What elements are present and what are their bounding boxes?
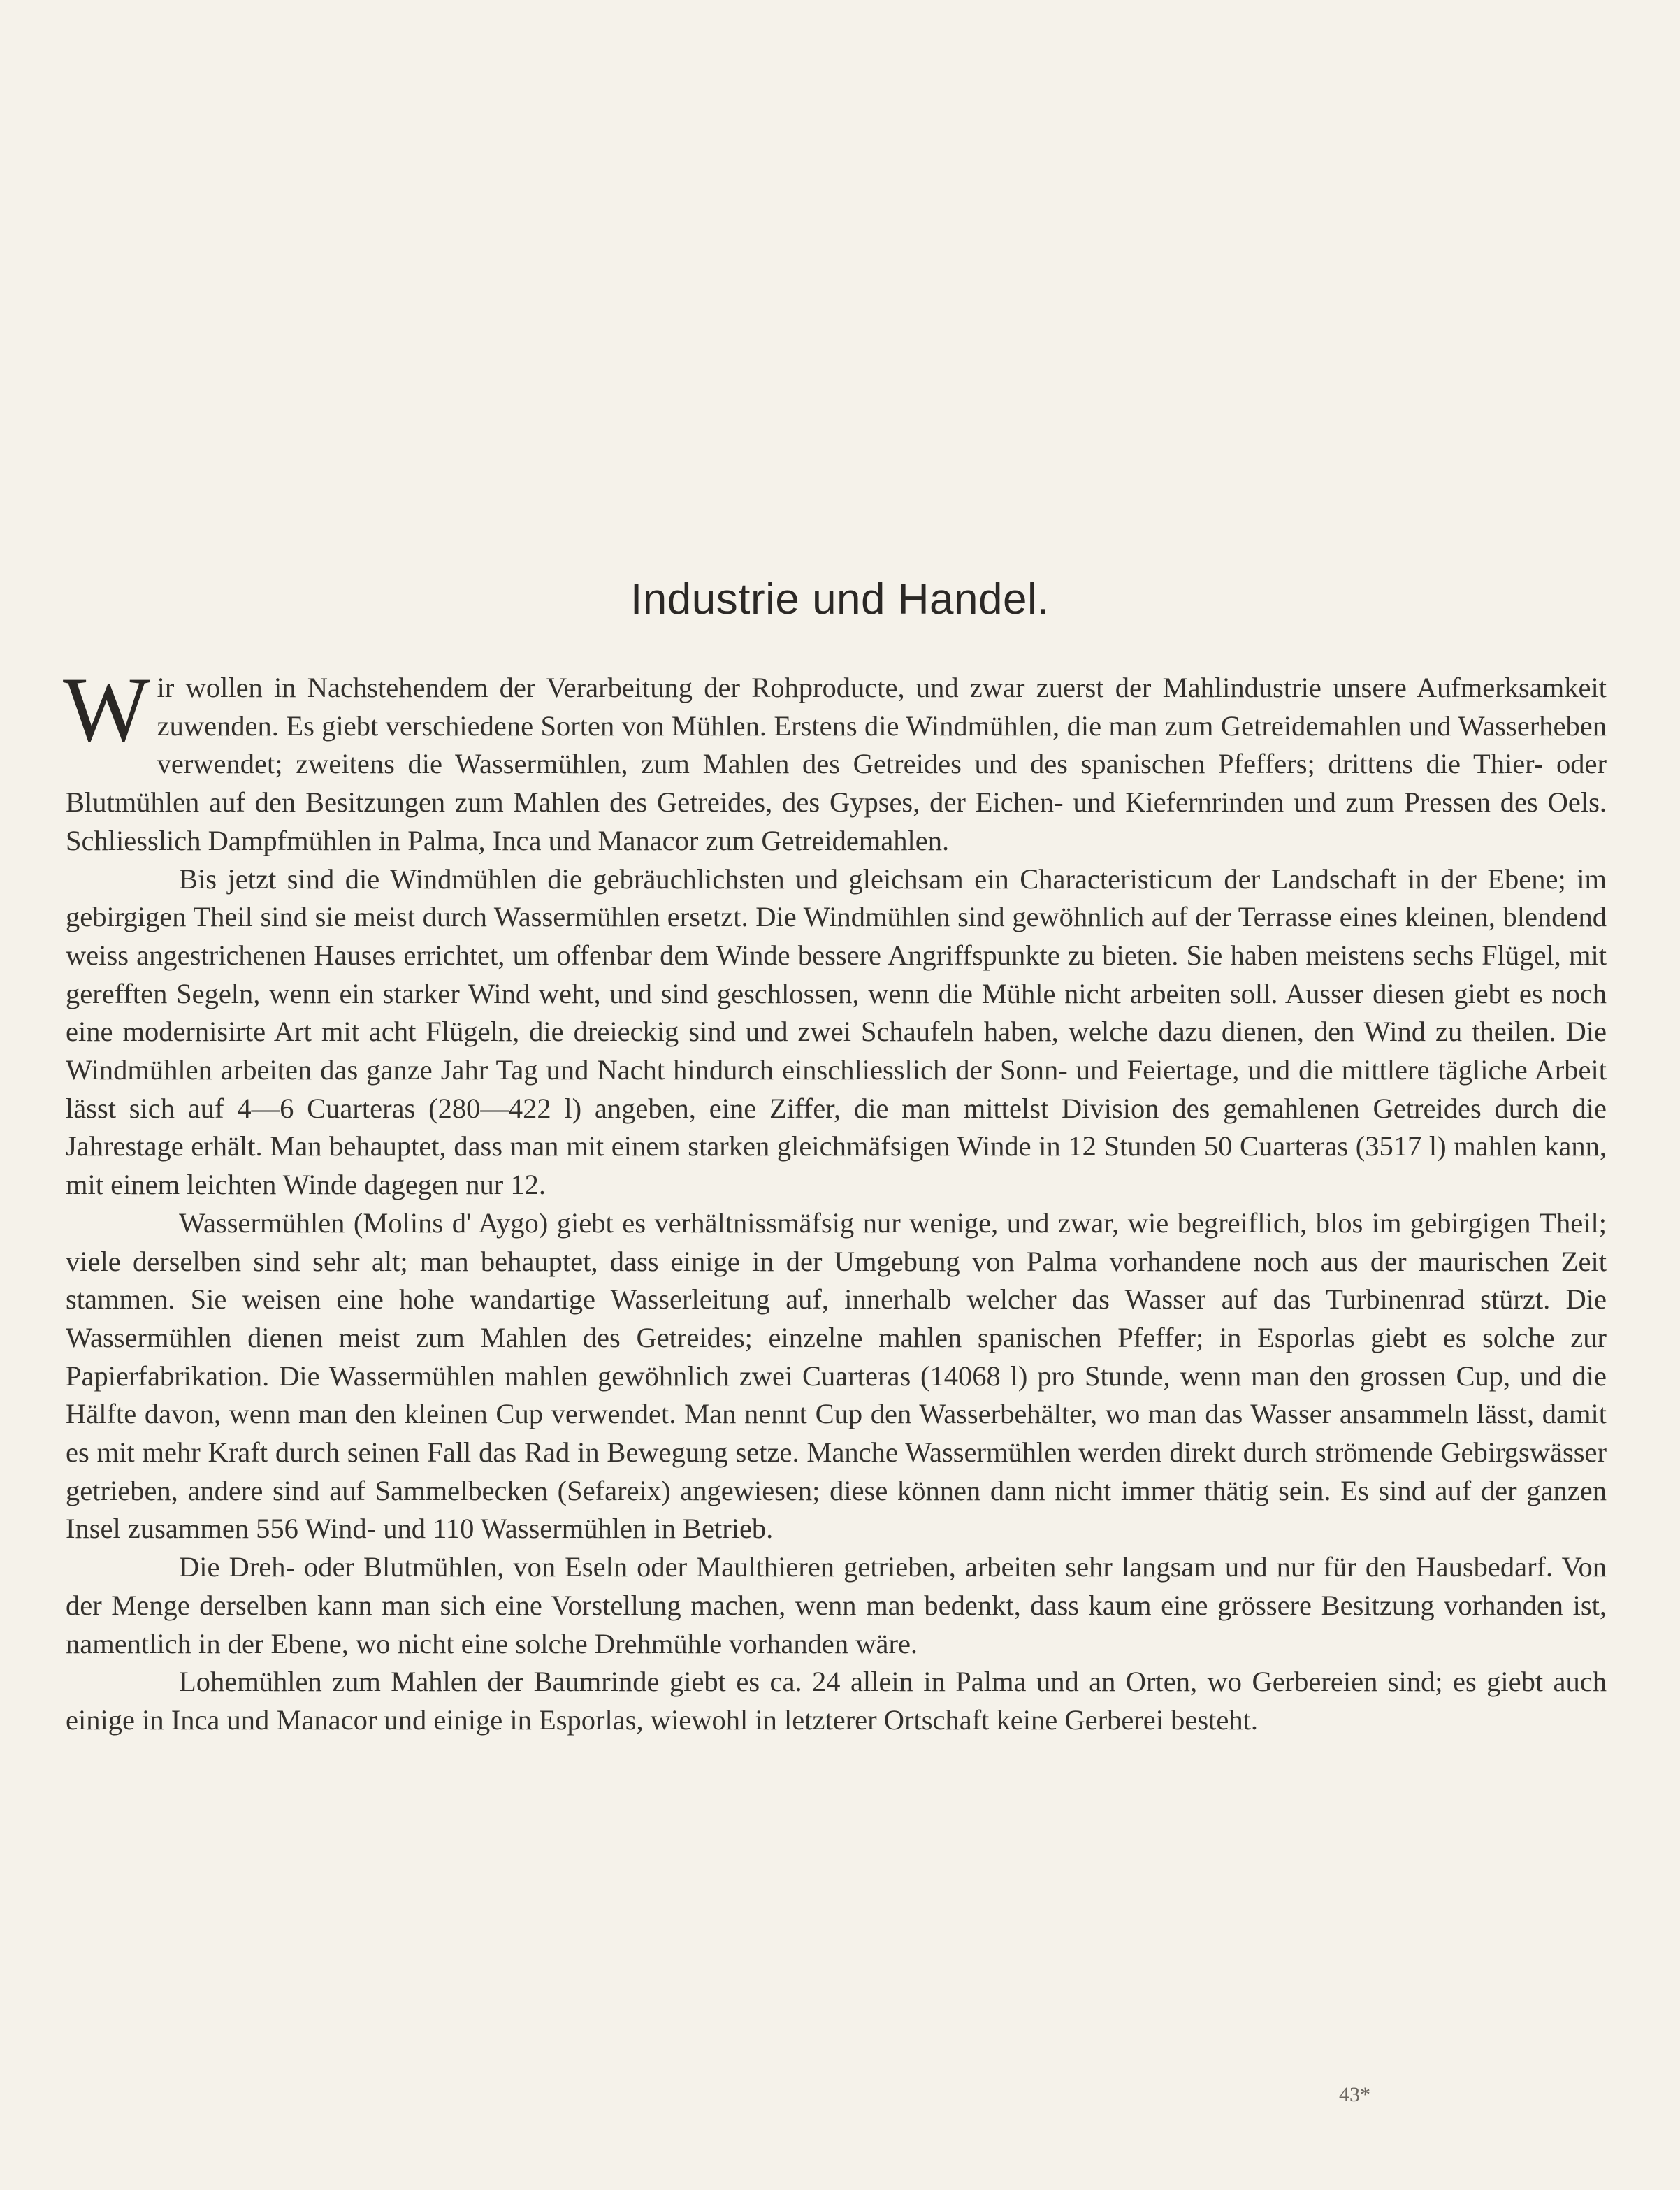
page-number: 43* bbox=[1339, 2083, 1370, 2106]
paragraph-5: Lohemühlen zum Mahlen der Baumrinde giebt es ca. 24 allein in Palma und an Orten, wo Gerbereien sind; es giebt auch einige in Inca und Manacor und einige in Esporlas, wiewohl in letzterer Ortschaft keine Gerberei besteht. bbox=[66, 1666, 1607, 1736]
page-title: Industrie und Handel. bbox=[630, 575, 1050, 624]
paragraph-3: Wassermühlen (Molins d' Aygo) giebt es verhältnissmäfsig nur wenige, und zwar, wie begreiflich, blos im gebirgigen Theil; viele derselben sind sehr alt; man behauptet, dass einige in der Umgebung von Palma vorhandene noch aus der maurischen Zeit stammen. Sie weisen eine hohe wandartige Wasserleitung auf, innerhalb welcher das Wasser auf das Turbinenrad stürzt. Die Wassermühlen dienen meist zum Mahlen des Getreides; einzelne mahlen spanischen Pfeffer; in Esporlas giebt es solche zur Papierfabrikation. Die Wassermühlen mahlen gewöhnlich zwei Cuarteras (14068 l) pro Stunde, wenn man den grossen Cup, und die Hälfte davon, wenn man den kleinen Cup verwendet. Man nennt Cup den Wasserbehälter, wo man das Wasser ansammeln lässt, damit es mit mehr Kraft durch seinen Fall das Rad in Bewegung setze. Manche Wassermühlen werden direkt durch strömende Gebirgswässer getrieben, andere sind auf Sammelbecken (Sefareix) angewiesen; diese können dann nicht immer thätig sein. Es sind auf der ganzen Insel zusammen 556 Wind- und 110 Wassermühlen in Betrieb. bbox=[66, 1206, 1607, 1545]
paragraph-1-text: ir wollen in Nachstehendem der Verarbeitung der Rohproducte, und zwar zuerst der Mahlindustrie unsere Aufmerksamkeit zuwenden. Es giebt verschiedene Sorten von Mühlen. Erstens die Windmühlen, die man zum Getreidemahlen und Wasserheben verwendet; zweitens die Wassermühlen, zum Mahlen des Getreides und des spanischen Pfeffers; drittens die Thier- oder Blutmühlen auf den Besitzungen zum Mahlen des Getreides, des Gypses, der Eichen- und Kiefernrinden und zum Pressen des Oels. Schliesslich Dampfmühlen in Palma, Inca und Manacor zum Getreidemahlen. bbox=[66, 672, 1607, 856]
paragraph-4: Die Dreh- oder Blutmühlen, von Eseln oder Maulthieren getrieben, arbeiten sehr langsam und nur für den Hausbedarf. Von der Menge derselben kann man sich eine Vorstellung machen, wenn man bedenkt, dass kaum eine grössere Besitzung vorhanden ist, namentlich in der Ebene, wo nicht eine solche Drehmühle vorhanden wäre. bbox=[66, 1551, 1607, 1659]
paragraph-1 bbox=[63, 658, 1607, 860]
paragraph-2: Bis jetzt sind die Windmühlen die gebräuchlichsten und gleichsam ein Characteristicum der Landschaft in der Ebene; im gebirgigen Theil sind sie meist durch Wassermühlen ersetzt. Die Windmühlen sind gewöhnlich auf der Terrasse eines kleinen, blendend weiss angestrichenen Hauses errichtet, um offenbar dem Winde bessere Angriffspunkte zu bieten. Sie haben meistens sechs Flügel, mit gerefften Segeln, wenn ein starker Wind weht, und sind geschlossen, wenn die Mühle nicht arbeiten soll. Ausser diesen giebt es noch eine modernisirte Art mit acht Flügeln, die dreieckig sind und zwei Schaufeln haben, welche dazu dienen, den Wind zu theilen. Die Windmühlen arbeiten das ganze Jahr Tag und Nacht hindurch einschliesslich der Sonn- und Feiertage, und die mittlere tägliche Arbeit lässt sich auf 4—6 Cuarteras (280—422 l) angeben, eine Ziffer, die man mittelst Division des gemahlenen Getreides durch die Jahrestage erhält. Man behauptet, dass man mit einem starken gleichmäfsigen Winde in 12 Stunden 50 Cuarteras (3517 l) mahlen kann, mit einem leichten Winde dagegen nur 12. bbox=[66, 863, 1607, 1201]
drop-cap: W bbox=[63, 658, 150, 761]
body-text bbox=[63, 658, 1607, 1740]
